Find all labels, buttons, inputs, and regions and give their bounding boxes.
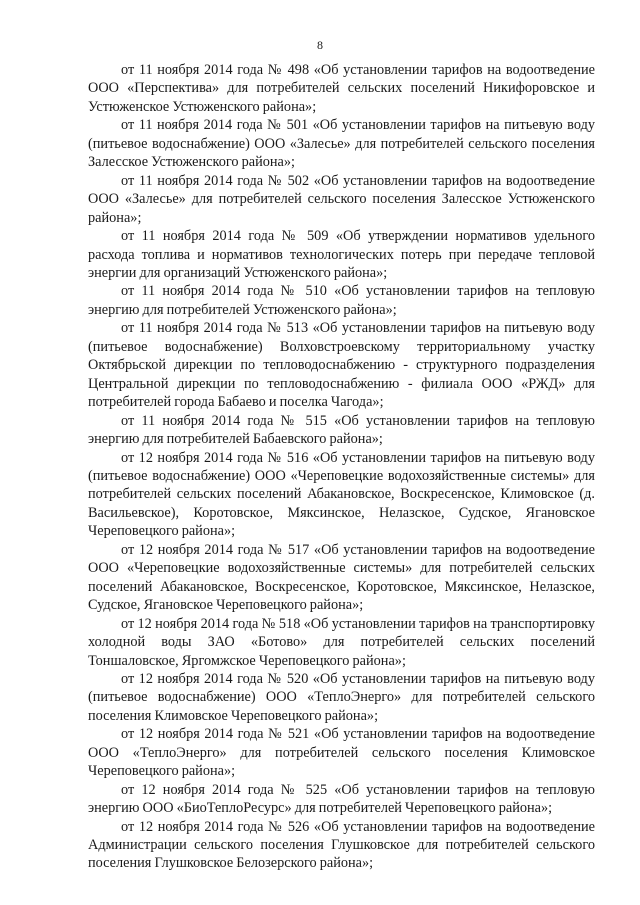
- list-item: от 12 ноября 2014 года № 516 «Об установлении тарифов на питьевую воду (питьевое водоснабжение) ООО «Череповецкие водохозяйственные системы» для потребителей сельских поселений Абакановское, Воскресенское, Климовское (д. Васильевское), Коротовское, Мяксинское, Нелазское, Судское, Ягановское Череповецкого района»;: [88, 449, 595, 540]
- list-item: от 12 ноября 2014 года № 526 «Об установлении тарифов на водоотведение Администрации сельского поселения Глушковское для потребителей сельского поселения Глушковское Белозерского района»;: [88, 818, 595, 872]
- list-item: от 11 ноября 2014 года № 515 «Об установлении тарифов на тепловую энергию для потребителей Бабаевского района»;: [88, 412, 595, 448]
- list-item: от 12 ноября 2014 года № 518 «Об установлении тарифов на транспортировку холодной воды ЗАО «Ботово» для потребителей сельских поселений Тоншаловское, Яргомжское Череповецкого района»;: [88, 615, 595, 669]
- page-number: 8: [317, 38, 323, 52]
- list-item: от 12 ноября 2014 года № 521 «Об установлении тарифов на водоотведение ООО «ТеплоЭнерго» для потребителей сельского поселения Климовское Череповецкого района»;: [88, 726, 595, 780]
- list-item: от 11 ноября 2014 года № 502 «Об установлении тарифов на водоотведение ООО «Залесье» для потребителей сельского поселения Залесское Устюженского района»;: [88, 172, 595, 226]
- list-item: от 11 ноября 2014 года № 498 «Об установлении тарифов на водоотведение ООО «Перспектива» для потребителей сельских поселений Никифоровское и Устюженское Устюженского района»;: [88, 62, 595, 115]
- list-item: от 11 ноября 2014 года № 501 «Об установлении тарифов на питьевую воду (питьевое водоснабжение) ООО «Залесье» для потребителей сельского поселения Залесское Устюженского района»;: [88, 117, 595, 171]
- list-item: от 12 ноября 2014 года № 520 «Об установлении тарифов на питьевую воду (питьевое водоснабжение) ООО «ТеплоЭнерго» для потребителей сельского поселения Климовское Череповецкого района»;: [88, 670, 595, 724]
- list-item: от 12 ноября 2014 года № 517 «Об установлении тарифов на водоотведение ООО «Череповецкие водохозяйственные системы» для потребителей сельских поселений Абакановское, Воскресенское, Коротовское, Мяксинское, Нелазское, Судское, Ягановское Череповецкого района»;: [88, 541, 595, 614]
- list-item: от 11 ноября 2014 года № 510 «Об установлении тарифов на тепловую энергию для потребителей Устюженского района»;: [88, 283, 595, 318]
- list-item: от 11 ноября 2014 года № 513 «Об установлении тарифов на питьевую воду (питьевое водоснабжение) Волховстроевскому территориальному участку Октябрьской дирекции по тепловодоснабжению - структурного подразделения Центральной дирекции по тепловодоснабжению - филиала ООО «РЖД» для потребителей города Бабаево и поселка Чагода»;: [88, 320, 595, 411]
- list-item: от 12 ноября 2014 года № 525 «Об установлении тарифов на тепловую энергию ООО «БиоТеплоРесурс» для потребителей Череповецкого района»;: [88, 781, 595, 817]
- list-item: от 11 ноября 2014 года № 509 «Об утверждении нормативов удельного расхода топлива и нормативов технологических потерь при передаче тепловой энергии для организаций Устюженского района»;: [88, 228, 595, 281]
- document-body: [88, 61, 595, 873]
